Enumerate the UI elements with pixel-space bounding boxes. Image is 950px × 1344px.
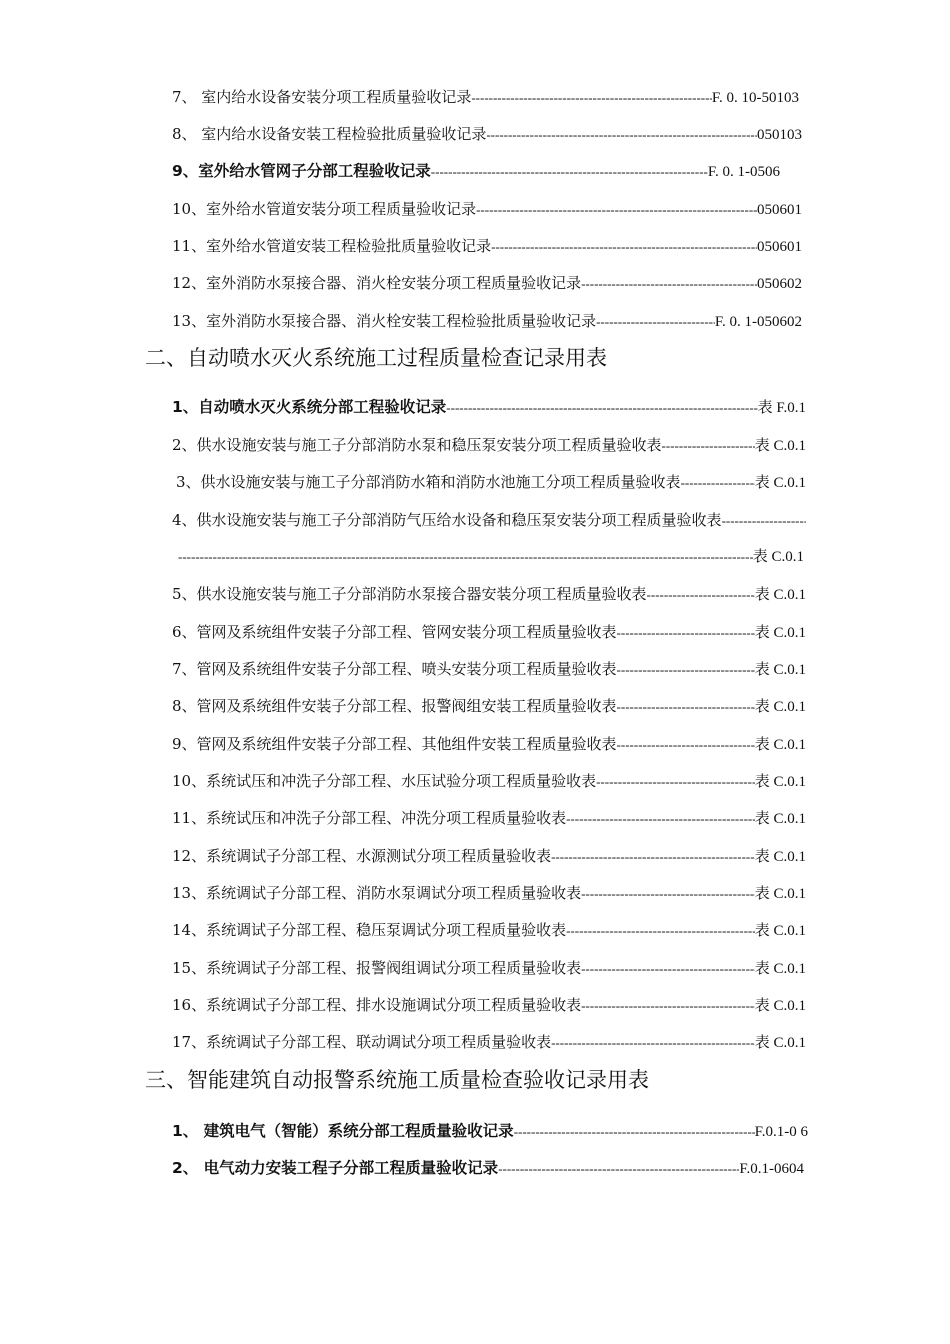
toc-entry: [172, 1121, 808, 1142]
toc-leader: [551, 1033, 755, 1053]
toc-entry-title: 10、系统试压和冲洗子分部工程、水压试验分项工程质量验收表: [172, 772, 597, 790]
toc-entry-code: 050601: [757, 202, 802, 218]
toc-leader: [581, 959, 755, 979]
toc-entry-title: 11、室外给水管道安装工程检验批质量验收记录: [172, 237, 492, 255]
toc-entry-code: 表 C.0.1: [754, 737, 806, 753]
toc-entry-code: F.0.1-0 6: [754, 1124, 808, 1140]
toc-entry-title: 10、室外给水管道安装分项工程质量验收记录: [172, 200, 477, 218]
toc-leader: [662, 436, 755, 456]
toc-entry: [172, 273, 802, 294]
toc-entry-code: F. 0. 1-050602: [714, 314, 802, 330]
toc-entry-title: 7、 室内给水设备安装分项工程质量验收记录: [172, 88, 472, 106]
toc-entry: [172, 958, 806, 979]
toc-entry: [172, 584, 806, 605]
toc-entry: [172, 1032, 806, 1053]
toc-entry-code: 表 C.0.1: [754, 1035, 806, 1051]
toc-entry-code: F. 0. 1-0506: [707, 164, 780, 180]
toc-entry: [172, 161, 780, 182]
toc-leader: [617, 660, 755, 680]
toc-leader: [581, 884, 755, 904]
toc-entry-code: 表 C.0.1: [754, 811, 806, 827]
toc-entry-code: 表 C.0.1: [754, 625, 806, 641]
toc-leader: [491, 237, 757, 257]
toc-entry: [172, 622, 806, 643]
toc-entry: [172, 1158, 804, 1179]
toc-entry: [172, 435, 806, 456]
toc-leader: [486, 125, 757, 145]
toc-entry-code: 表 C.0.1: [754, 438, 806, 454]
toc-leader: [617, 697, 755, 717]
toc-leader: [681, 473, 755, 493]
toc-entry-title: 9、室外给水管网子分部工程验收记录: [172, 162, 431, 180]
toc-entry: [176, 472, 806, 493]
toc-entry-code: 表 C.0.1: [752, 549, 804, 565]
toc-entry-title: 9、管网及系统组件安装子分部工程、其他组件安装工程质量验收表: [172, 735, 617, 753]
toc-leader: [581, 996, 755, 1016]
toc-entry-title: 2、 电气动力安装工程子分部工程质量验收记录: [172, 1159, 499, 1177]
toc-leader: [178, 547, 753, 567]
toc-entry: [172, 995, 806, 1016]
toc-leader: [431, 162, 708, 182]
toc-entry-code: 050103: [757, 127, 802, 143]
toc-entry: [172, 311, 802, 332]
toc-entry-code: 表 C.0.1: [754, 998, 806, 1014]
toc-entry: [172, 510, 806, 531]
toc-entry-title: 2、供水设施安装与施工子分部消防水泵和稳压泵安装分项工程质量验收表: [172, 436, 662, 454]
toc-leader: [566, 809, 755, 829]
toc-entry-code: 050602: [757, 276, 802, 292]
toc-entry-title: 13、系统调试子分部工程、消防水泵调试分项工程质量验收表: [172, 884, 582, 902]
toc-entry: [172, 397, 806, 418]
toc-leader: [596, 312, 715, 332]
toc-entry-title: 6、管网及系统组件安装子分部工程、管网安装分项工程质量验收表: [172, 623, 617, 641]
toc-entry-code: 表 C.0.1: [754, 699, 806, 715]
toc-entry: [172, 124, 802, 145]
toc-leader: [476, 200, 757, 220]
toc-entry: [172, 659, 806, 680]
section-heading: 二、自动喷水灭火系统施工过程质量检查记录用表: [145, 346, 607, 370]
toc-leader: [514, 1122, 755, 1142]
toc-entry-code: 表 C.0.1: [754, 774, 806, 790]
toc-entry-code: 表 C.0.1: [754, 475, 806, 491]
toc-entry: [172, 808, 806, 829]
toc-leader: [647, 585, 755, 605]
toc-entry-title: 3、供水设施安装与施工子分部消防水箱和消防水池施工分项工程质量验收表: [176, 473, 681, 491]
toc-entry-title: 1、自动喷水灭火系统分部工程验收记录: [172, 398, 447, 416]
toc-entry-code: 表 C.0.1: [754, 587, 806, 603]
toc-entry: [172, 734, 806, 755]
toc-leader: [471, 88, 712, 108]
toc-entry-title: 15、系统调试子分部工程、报警阀组调试分项工程质量验收表: [172, 959, 582, 977]
toc-leader: [617, 623, 755, 643]
toc-leader: [446, 398, 757, 418]
toc-entry-title: 12、室外消防水泵接合器、消火栓安装分项工程质量验收记录: [172, 274, 582, 292]
toc-leader: [581, 274, 757, 294]
toc-entry-code: 表 C.0.1: [754, 886, 806, 902]
toc-entry-title: 8、 室内给水设备安装工程检验批质量验收记录: [172, 125, 487, 143]
toc-entry: [172, 199, 802, 220]
toc-leader: [551, 847, 755, 867]
toc-entry-code: 050601: [757, 239, 802, 255]
toc-entry-code: 表 C.0.1: [754, 923, 806, 939]
toc-entry: [172, 87, 799, 108]
toc-entry: [172, 236, 802, 257]
toc-entry-title: 13、室外消防水泵接合器、消火栓安装工程检验批质量验收记录: [172, 312, 597, 330]
toc-entry-title: 1、 建筑电气（智能）系统分部工程质量验收记录: [172, 1122, 514, 1140]
toc-entry: [172, 920, 806, 941]
toc-entry-title: 17、系统调试子分部工程、联动调试分项工程质量验收表: [172, 1033, 552, 1051]
toc-entry-title: 4、供水设施安装与施工子分部消防气压给水设备和稳压泵安装分项工程质量验收表: [172, 511, 722, 529]
toc-entry-title: 16、系统调试子分部工程、排水设施调试分项工程质量验收表: [172, 996, 582, 1014]
toc-entry-code: 表 C.0.1: [754, 961, 806, 977]
toc-leader: [722, 511, 806, 531]
toc-leader: [617, 735, 755, 755]
toc-leader: [596, 772, 755, 792]
toc-entry: [172, 846, 806, 867]
toc-entry-title: 11、系统试压和冲洗子分部工程、冲洗分项工程质量验收表: [172, 809, 567, 827]
toc-entry: [172, 771, 806, 792]
toc-entry-title: 14、系统调试子分部工程、稳压泵调试分项工程质量验收表: [172, 921, 567, 939]
toc-leader: [498, 1159, 739, 1179]
toc-entry: [172, 883, 806, 904]
toc-entry-continuation: [178, 547, 804, 567]
toc-entry-title: 8、管网及系统组件安装子分部工程、报警阀组安装工程质量验收表: [172, 697, 617, 715]
toc-leader: [566, 921, 755, 941]
toc-entry-code: 表 C.0.1: [754, 662, 806, 678]
toc-entry: [172, 696, 806, 717]
section-heading: 三、智能建筑自动报警系统施工质量检查验收记录用表: [145, 1068, 649, 1092]
toc-entry-code: F.0.1-0604: [739, 1161, 804, 1177]
toc-entry-code: F. 0. 10-50103: [711, 90, 799, 106]
toc-entry-title: 7、管网及系统组件安装子分部工程、喷头安装分项工程质量验收表: [172, 660, 617, 678]
toc-entry-code: 表 F.0.1: [757, 400, 806, 416]
toc-entry-title: 12、系统调试子分部工程、水源测试分项工程质量验收表: [172, 847, 552, 865]
toc-entry-title: 5、供水设施安装与施工子分部消防水泵接合器安装分项工程质量验收表: [172, 585, 647, 603]
toc-entry-code: 表 C.0.1: [754, 849, 806, 865]
